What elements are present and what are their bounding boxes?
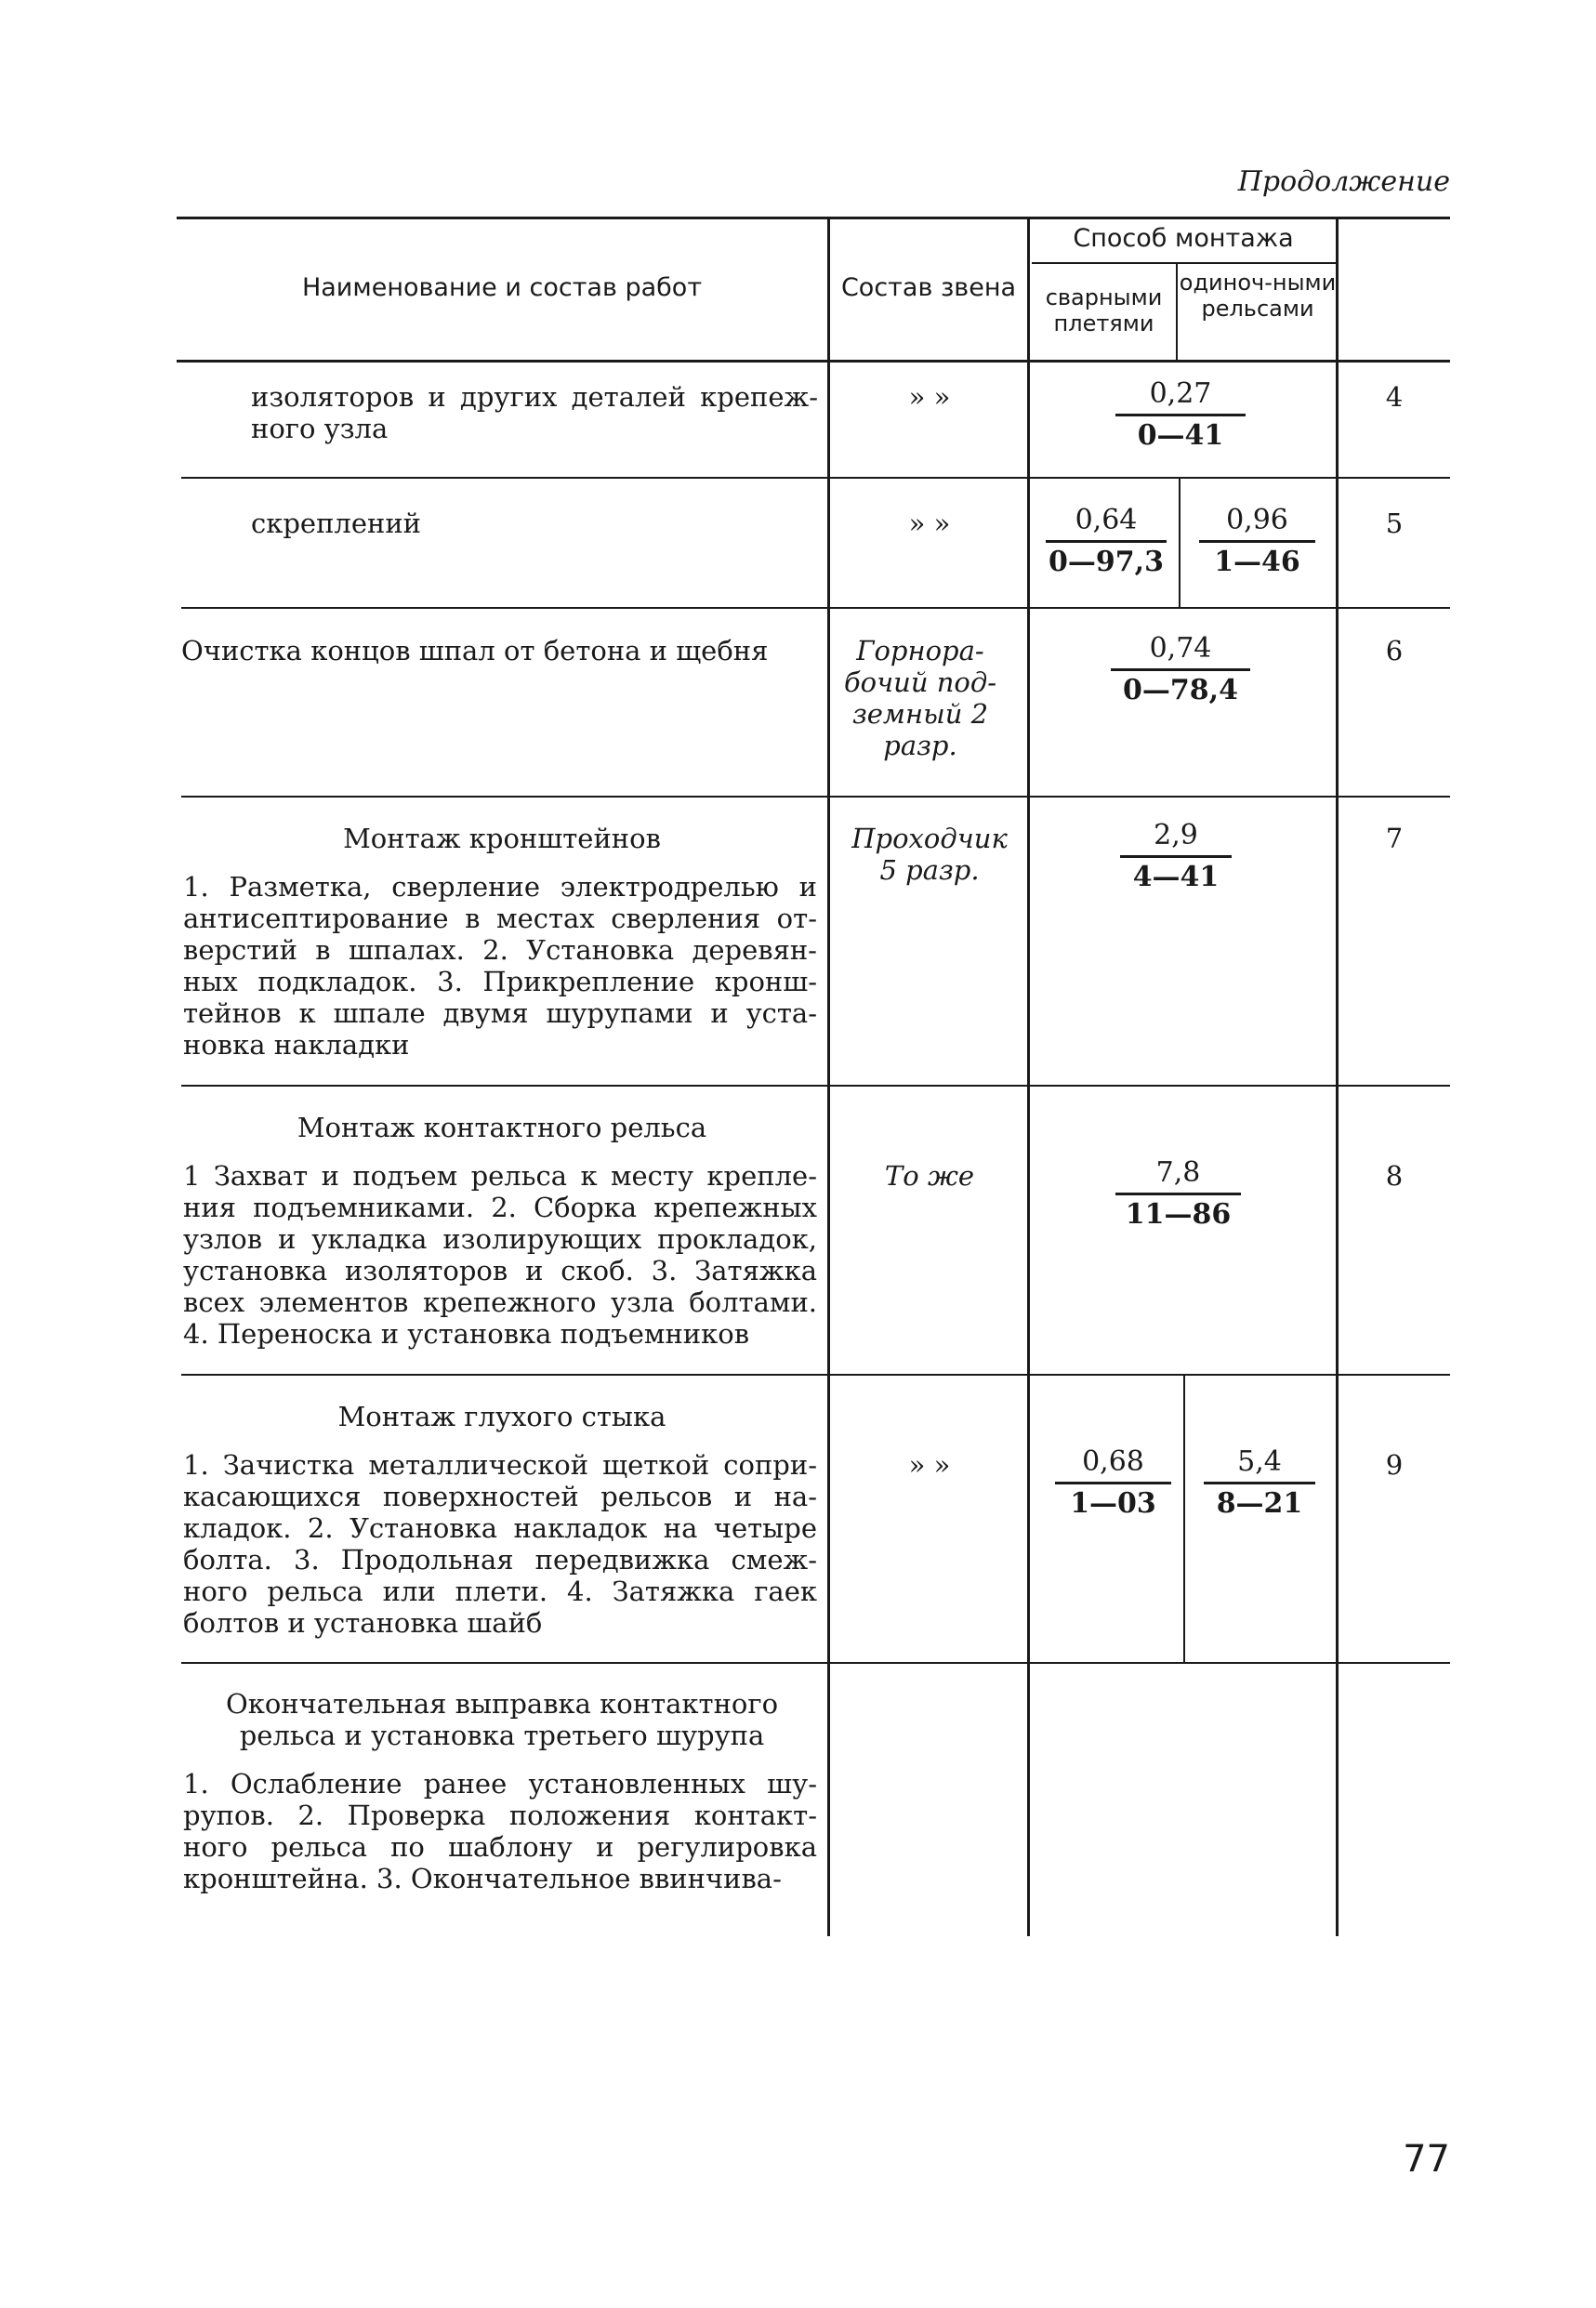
- row-4-crew: Проходчик 5 разр.: [851, 823, 1008, 886]
- row-7-desc: 1. Ослабление ранее установленных шу-рупов. 2. Проверка положения контакт-ного рельса по шаблону и регулировка кронштейна. 3. Окончательное ввинчива-: [183, 1768, 817, 1894]
- header-method: Способ монтажа: [1073, 224, 1294, 253]
- row-2-single-den: 1—46: [1214, 546, 1300, 578]
- row-1-crew: » »: [908, 381, 951, 413]
- row-4-value: [1120, 820, 1232, 893]
- col-divider-name: [827, 217, 830, 1936]
- row-5-number: 8: [1385, 1160, 1404, 1192]
- row-rule-6: [181, 1662, 1450, 1664]
- row-6-welded-den: 1—03: [1070, 1487, 1156, 1520]
- row-7-title: Окончательная выправка контактного рельса и установка третьего шурупа: [225, 1688, 779, 1751]
- row-2-single-num: 0,96: [1199, 505, 1315, 543]
- col-divider-method-row9: [1183, 1376, 1185, 1662]
- col-divider-crew: [1027, 217, 1030, 1936]
- row-6-value-welded: [1055, 1446, 1171, 1520]
- col-divider-method-row5: [1179, 479, 1181, 607]
- row-2-name: скреплений: [251, 508, 421, 539]
- header-single: одиноч-ными рельсами: [1179, 270, 1337, 322]
- row-2-value-single: [1199, 505, 1315, 578]
- row-4-value-num: 2,9: [1120, 820, 1232, 858]
- header-crew: Состав звена: [840, 273, 1017, 302]
- row-rule-2: [181, 607, 1450, 609]
- col-divider-number: [1336, 217, 1339, 1936]
- row-6-single-num: 5,4: [1204, 1446, 1315, 1484]
- row-2-welded-num: 0,64: [1046, 505, 1167, 543]
- row-rule-3: [181, 796, 1450, 798]
- row-3-value: [1111, 633, 1250, 706]
- row-1-value-num: 0,27: [1115, 378, 1246, 416]
- row-3-number: 6: [1385, 635, 1404, 666]
- header-name: Наименование и состав работ: [301, 273, 703, 302]
- row-6-desc: 1. Зачистка металлической щеткой сопри-касающихся поверхностей рельсов и на-кладок. 2. Установка накладок на четыре болта. 3. Продольная передвижка смеж-ного рельса или плети. 4. Затяжка гаек болтов и установка шайб: [183, 1449, 817, 1639]
- row-3-crew: Горнора-бочий под-земный 2 разр.: [843, 635, 997, 761]
- row-3-name: Очистка концов шпал от бетона и щебня: [181, 635, 769, 666]
- row-4-title: Монтаж кронштейнов: [343, 823, 661, 854]
- header-bottom-rule: [177, 360, 1450, 363]
- row-5-value-num: 7,8: [1115, 1157, 1241, 1195]
- row-5-desc: 1 Захват и подъем рельса к месту крепле-ния подъемниками. 2. Сборка крепежных узлов и укладка изолирующих прокладок, установка изоляторов и скоб. 3. Затяжка всех элементов крепежного узла болтами. 4. Переноска и установка подъемников: [183, 1160, 817, 1350]
- row-5-title: Монтаж контактного рельса: [297, 1112, 707, 1143]
- row-3-value-num: 0,74: [1111, 633, 1250, 671]
- row-6-crew: » »: [908, 1449, 951, 1481]
- row-4-number: 7: [1385, 823, 1404, 854]
- row-4-desc: 1. Разметка, сверление электродрелью и антисептирование в местах сверления от-верстий в шпалах. 2. Установка деревян-ных подкладок. 3. Прикрепление кронш-тейнов к шпале двумя шурупами и уста-новка накладки: [183, 871, 817, 1061]
- row-2-welded-den: 0—97,3: [1049, 546, 1164, 578]
- row-6-title: Монтаж глухого стыка: [337, 1401, 666, 1432]
- row-3-value-den: 0—78,4: [1123, 674, 1238, 706]
- row-rule-5: [181, 1374, 1450, 1376]
- row-1-number: 4: [1385, 381, 1404, 413]
- row-6-value-single: [1204, 1446, 1315, 1520]
- table-top-rule: [177, 217, 1450, 219]
- row-4-value-den: 4—41: [1132, 861, 1220, 893]
- row-2-value-welded: [1046, 505, 1167, 578]
- continuation-label: Продолжение: [1237, 165, 1450, 198]
- col-divider-method-header: [1176, 262, 1178, 361]
- row-5-value: [1115, 1157, 1241, 1231]
- row-6-welded-num: 0,68: [1055, 1446, 1171, 1484]
- row-1-value: [1115, 378, 1246, 452]
- row-2-number: 5: [1385, 508, 1404, 539]
- method-header-rule: [1032, 262, 1339, 264]
- row-6-number: 9: [1385, 1449, 1404, 1481]
- row-5-crew: То же: [884, 1160, 975, 1192]
- row-rule-1: [181, 477, 1450, 479]
- page-number: 77: [1403, 2138, 1450, 2181]
- row-rule-4: [181, 1085, 1450, 1087]
- row-2-crew: » »: [908, 508, 951, 539]
- row-5-value-den: 11—86: [1125, 1198, 1232, 1231]
- row-1-value-den: 0—41: [1137, 419, 1224, 452]
- header-welded: сварными плетями: [1045, 284, 1163, 336]
- row-1-name: изоляторов и других деталей крепеж-ного узла: [251, 381, 818, 444]
- row-6-single-den: 8—21: [1216, 1487, 1303, 1520]
